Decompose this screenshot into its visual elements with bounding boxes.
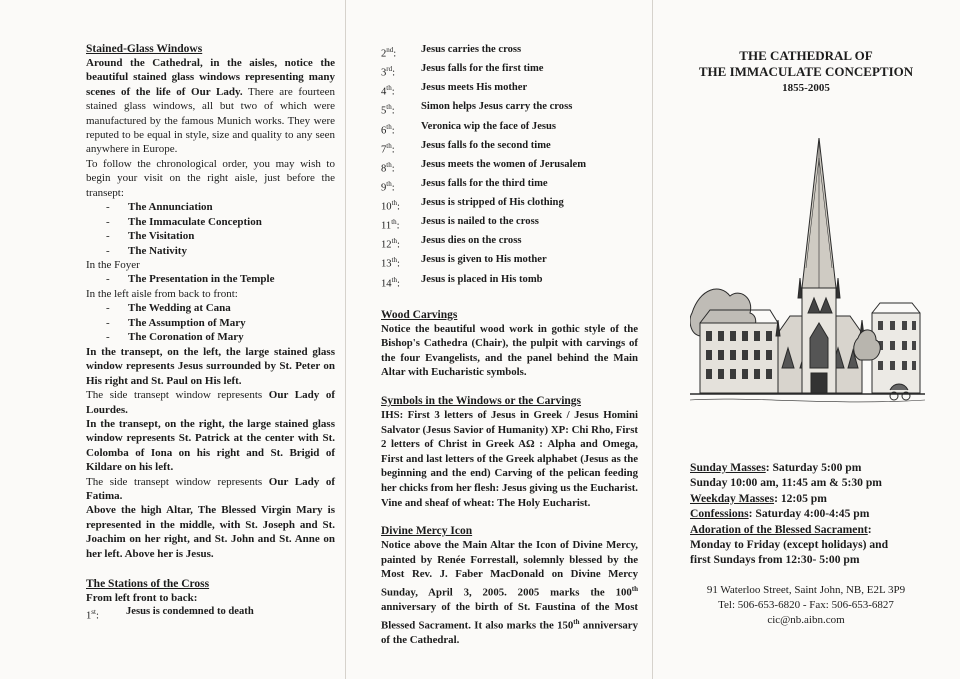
phone-fax: Tel: 506-653-6820 - Fax: 506-653-6827 [718,599,894,611]
right-aisle-list [86,200,335,258]
station-row [381,43,638,62]
station-row [381,196,638,215]
panel-left [0,0,345,679]
station-row [381,81,638,100]
station-number: 4th: [381,84,395,98]
station-num-digits: 1 [86,610,92,622]
station-number: 13th: [381,256,400,270]
station-number: 9th: [381,179,395,194]
list-item-label: The Immaculate Conception [128,215,262,228]
station-text: Simon helps Jesus carry the cross [421,101,573,113]
station-row [381,215,638,234]
adoration-line-3: first Sundays from 12:30- 5:00 pm [690,553,860,567]
list-item [86,316,335,331]
station-num-digits: 11 [381,220,392,232]
station-num-suffix: rd [386,65,393,74]
mercy-sup-b: th [573,617,580,626]
station-text: Veronica wip the face of Jesus [421,120,557,132]
left-side-pre: The side transept window represents [86,389,269,402]
title-line-1: THE CATHEDRAL OF [739,48,873,63]
station-num-suffix: th [391,237,398,246]
weekday-label: Weekday Masses [690,491,775,505]
list-item [86,301,335,316]
stained-glass-heading: Stained-Glass Windows [86,43,203,55]
sunday-time-1: : Saturday 5:00 pm [765,461,862,474]
station-num-suffix: th [391,218,397,227]
station-num-suffix: th [386,160,392,169]
stations-sub: From left front to back: [86,591,198,604]
station-text: Jesus is nailed to the cross [421,216,539,228]
list-item-label: The Presentation in the Temple [128,273,275,286]
address: 91 Waterloo Street, Saint John, NB, E2L 3P9 [706,584,906,596]
station-num-digits: 4 [381,86,387,98]
station-num-suffix: st [91,608,96,617]
station-num-digits: 7 [381,144,387,156]
station-number: 6th: [381,122,395,137]
list-item-label: The Coronation of Mary [128,331,244,344]
symbols-text: IHS: First 3 letters of Jesus in Greek / Jesus Homini Salvator (Jesus Savior of Humanity) XP: Chi Rho, First 2 letters of Christ in Greek AΩ : Alpha and Omega, First and last letters of the Greek alphabet (Jesus as the beginning and the end) Carving of the pelican feeding her chicks from her flesh: Jesus giving us the Eucharist. Vine and sheaf of wheat: The Holy Eucharist. [381,409,638,509]
station-num-digits: 2 [381,48,387,60]
dash-marker: - [106,244,110,257]
list-item-label: The Nativity [128,244,187,257]
station-row [381,158,638,177]
weekday-time: : 12:05 pm [774,491,827,505]
station-num-digits: 9 [381,182,387,194]
mercy-text-c: anniversary of the Cathedral. [381,619,638,646]
panel-middle [345,0,652,679]
station-row [381,100,638,119]
list-item [86,200,335,215]
station-number: 11th: [381,218,400,232]
station-number: 5th: [381,103,395,117]
contact-block [652,583,960,628]
left-transept-text: In the transept, on the left, the large stained glass window represents Jesus surrounded by St. Peter on His right and St. Paul on His left. [86,345,335,387]
stations-heading: The Stations of the Cross [86,577,210,590]
adoration-line [690,522,940,537]
stations-list [381,43,638,292]
right-side-pre: The side transept window represents [86,475,269,488]
wood-text: Notice the beautiful wood work in gothic style of the Bishop's Cathedra (Chair), the pulpit with carvings of the four Evangelists, and the panel behind the Main Altar with Eucharistic symbols. [381,322,638,379]
intro-rest: There are fourteen stained glass windows, all but two of which were manufactured by the famous Munich works. They were reputed to be equal in style, size and quality to any seen anywhere in Europe. [86,85,335,156]
left-side-bold: Our Lady of Lourdes. [86,389,335,416]
list-item [86,215,335,230]
station-number: 8th: [381,160,395,175]
station-row [381,234,638,253]
station-num-suffix: th [386,179,392,188]
station-row [381,120,638,139]
mercy-text-b: anniversary of the birth of St. Faustina of the Most Blessed Sacrament. It also marks the 150 [381,601,638,632]
station-num-suffix: th [391,256,398,265]
list-item [86,272,335,287]
mercy-sup-a: th [631,584,638,593]
station-text: Jesus meets the women of Jerusalem [421,158,587,170]
station-text: Jesus falls for the first time [421,63,544,75]
panel-right [652,0,960,679]
left-side-window [86,388,335,417]
station-num-suffix: nd [386,46,394,54]
station-text: Jesus is given to His mother [421,254,547,266]
list-item-label: The Annunciation [128,201,213,214]
cathedral-illustration-icon [690,138,925,410]
station-num-suffix: th [386,84,392,93]
station-num-digits: 6 [381,125,387,137]
list-item [86,244,335,259]
dash-marker: - [106,230,110,243]
wood-heading: Wood Carvings [381,308,458,321]
list-item-label: The Wedding at Cana [128,302,231,315]
title-line-2: THE IMMACULATE CONCEPTION [698,64,914,79]
station-text: Jesus dies on the cross [421,235,522,247]
station-num-digits: 3 [381,67,387,79]
dash-marker: - [106,215,110,228]
altar-text: Above the high Altar, The Blessed Virgin Mary is represented in the middle, with St. Joseph and St. Joachim on her right, and St. John and St. Anne on her left. Above her is Jesus. [86,504,335,560]
station-num-digits: 13 [381,258,392,270]
title-years: 1855-2005 [782,82,830,94]
foyer-list [86,272,335,287]
dash-marker: - [106,316,110,329]
adoration-line-2: Monday to Friday (except holidays) and [690,538,889,552]
station-num-digits: 12 [381,239,392,251]
confessions-time: : Saturday 4:00-4:45 pm [748,507,870,521]
list-item-label: The Assumption of Mary [128,316,246,329]
station-num-suffix: th [391,199,398,207]
mercy-heading: Divine Mercy Icon [381,525,473,538]
station-text: Jesus is condemned to death [126,606,254,618]
list-item-label: The Visitation [128,230,195,243]
confessions-line [690,506,940,521]
adoration-colon: : [867,522,872,536]
stained-glass-intro [86,56,335,157]
right-side-bold: Our Lady of Fatima. [86,475,335,502]
email[interactable]: cic@nb.aibn.com [767,614,845,626]
station-num-digits: 8 [381,163,387,175]
right-side-window [86,475,335,504]
station-text: Jesus meets His mother [421,82,528,94]
station-number: 3rd: [381,65,396,79]
station-text: Jesus falls for the third time [421,177,548,189]
dash-marker: - [106,201,110,214]
station-row [381,273,638,292]
station-row [381,62,638,81]
station-text: Jesus is stripped of His clothing [421,197,564,208]
station-row [381,139,638,158]
station-num-suffix: th [386,103,392,112]
order-text: To follow the chronological order, you may wish to begin your visit on the right aisle, just before the transept: [86,157,335,199]
foyer-label: In the Foyer [86,259,140,272]
mercy-text [381,538,638,647]
confessions-label: Confessions [690,507,749,521]
sunday-line-2: Sunday 10:00 am, 11:45 am & 5:30 pm [690,476,882,490]
mercy-text-a: Notice above the Main Altar the Icon of Divine Mercy, painted by Renée Forrestall, solemnly blessed by the Most Rev. J. Faber MacDonald on Divine Mercy Sunday, April 3, 2005. 2005 marks the 100 [381,539,638,599]
dash-marker: - [106,273,110,286]
station-num-suffix: th [386,122,392,131]
station-text: Jesus is placed in His tomb [421,273,543,285]
station-num-digits: 10 [381,201,392,213]
station-text: Jesus falls fo the second time [421,139,551,151]
schedule-block [690,460,940,568]
station-row [381,177,638,196]
station-number: 7th: [381,141,395,156]
station-num-digits: 14 [381,278,392,290]
dash-marker: - [106,331,110,344]
left-aisle-list [86,301,335,345]
weekday-line [690,491,940,506]
station-text: Jesus carries the cross [421,44,522,55]
station-number: 14th: [381,275,400,290]
cathedral-title [652,48,960,96]
list-item [86,330,335,345]
station-row [86,605,335,624]
station-num-digits: 5 [381,105,387,117]
left-aisle-label: In the left aisle from back to front: [86,287,238,300]
station-num-suffix: th [391,275,398,284]
adoration-label: Adoration of the Blessed Sacrament [690,522,868,536]
station-number: 10th: [381,199,400,213]
symbols-heading: Symbols in the Windows or the Carvings [381,395,582,407]
station-num-suffix: th [386,141,392,150]
station-number: 2nd: [381,46,397,60]
dash-marker: - [106,302,110,315]
station-row [381,253,638,272]
station-number: 1st: [86,608,99,622]
right-transept-text: In the transept, on the right, the large stained glass window represents St. Patrick at the center with St. Colomba of Iona on his right and St. Brigid of Kildare on his left. [86,417,335,474]
sunday-line-1 [690,460,940,475]
sunday-label: Sunday Masses [690,461,766,474]
station-number: 12th: [381,237,400,251]
intro-bold: Around the Cathedral, in the aisles, notice the beautiful stained glass windows representing many scenes of the life of Our Lady. [86,57,335,98]
list-item [86,229,335,244]
